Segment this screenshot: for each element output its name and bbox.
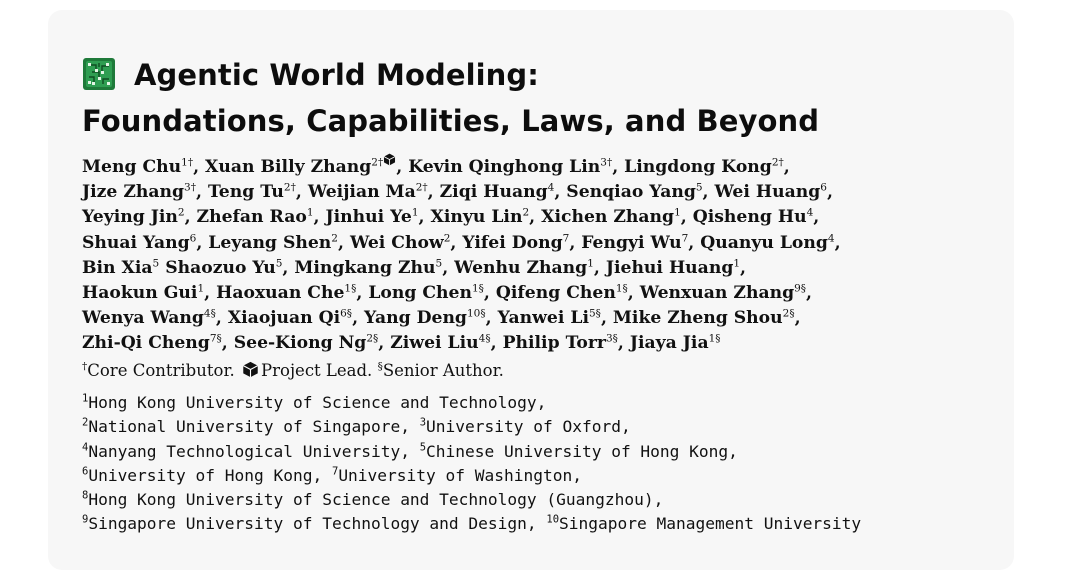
affiliation-separator: ,	[572, 465, 582, 485]
author-affiliation-mark: 2†	[371, 156, 384, 169]
author-affiliation-mark: 2†	[283, 181, 296, 194]
author-separator: ,	[184, 207, 197, 228]
author-separator: ,	[195, 182, 208, 203]
affiliation-name: Chinese University of Hong Kong	[426, 441, 729, 461]
affiliation-name: University of Oxford	[426, 417, 621, 437]
title-text-line-1: Agentic World Modeling:	[134, 58, 539, 92]
author-line	[82, 331, 841, 356]
author-line	[82, 231, 841, 256]
core-contributor-mark: †	[82, 360, 88, 373]
author-name: Ziqi Huang	[439, 182, 548, 203]
author-separator: ,	[442, 257, 455, 278]
author-name: Wei Chow	[349, 232, 444, 253]
author-line	[82, 180, 841, 205]
author-separator: ,	[600, 308, 613, 329]
author-separator: ,	[221, 333, 234, 354]
cube-icon	[242, 361, 259, 378]
affiliation-line	[82, 391, 861, 415]
author-line	[82, 256, 841, 281]
author-name: Xichen Zhang	[541, 207, 675, 228]
author-affiliation-mark: 2§	[366, 332, 379, 345]
author-affiliation-mark: 7	[681, 231, 689, 244]
affiliation-line	[82, 440, 861, 464]
author-name: Leyang Shen	[208, 232, 332, 253]
affiliation-name: Nanyang Technological University	[88, 441, 401, 461]
author-name: Fengyi Wu	[581, 232, 682, 253]
title-line-1	[82, 52, 819, 98]
affiliation-name: Hong Kong University of Science and Technology	[88, 393, 537, 412]
senior-author-label: Senior Author.	[382, 361, 504, 380]
author-name: See-Kiong Ng	[233, 333, 367, 354]
author-affiliation-mark: 2	[443, 231, 451, 244]
author-name: Jinhui Ye	[325, 207, 412, 228]
project-lead-label: Project Lead.	[261, 361, 373, 380]
author-separator: ,	[337, 232, 350, 253]
affiliation-number: 2	[82, 416, 89, 429]
author-separator: ,	[806, 283, 813, 304]
author-affiliation-mark: 2	[331, 231, 338, 244]
author-name: Jiehui Huang	[605, 257, 734, 278]
author-name: Wenhu Zhang	[454, 257, 588, 278]
author-name: Haokun Gui	[82, 283, 198, 304]
affiliation-line	[82, 488, 861, 512]
author-name: Meng Chu	[82, 157, 182, 177]
author-affiliation-mark: 1	[733, 257, 741, 270]
author-name: Zhefan Rao	[196, 207, 307, 228]
author-name: Qifeng Chen	[495, 283, 616, 304]
author-separator: ,	[593, 257, 606, 278]
author-name: Shuai Yang	[82, 232, 190, 253]
author-name: Mingkang Zhu	[294, 257, 436, 278]
author-name: Kevin Qinghong Lin	[408, 157, 601, 177]
author-name: Yanwei Li	[497, 308, 589, 329]
affiliation-number: 10	[546, 514, 560, 527]
author-separator: ,	[554, 182, 567, 203]
author-affiliation-mark: 1§	[344, 282, 357, 295]
author-separator: ,	[282, 257, 295, 278]
author-separator: ,	[617, 333, 630, 354]
author-affiliation-mark: 5	[275, 257, 283, 270]
author-name: Mike Zheng Shou	[612, 308, 783, 329]
author-affiliation-mark: 7	[562, 231, 570, 244]
author-affiliation-mark: 6	[189, 231, 197, 244]
affiliation-name: University of Washington	[338, 465, 573, 485]
author-name: Xuan Billy Zhang	[205, 157, 372, 177]
affiliation-separator: ,	[728, 441, 738, 461]
affiliation-separator: ,	[400, 441, 420, 461]
author-line	[82, 205, 841, 230]
author-affiliation-mark: 6§	[340, 307, 353, 320]
author-affiliation-mark: 4§	[203, 307, 216, 320]
affiliation-number: 7	[331, 465, 339, 478]
author-affiliation-mark: 2	[177, 206, 185, 219]
author-line	[82, 153, 841, 180]
author-affiliation-mark: 5§	[589, 307, 601, 320]
author-name: Xinyu Lin	[430, 207, 523, 228]
project-lead-cube-icon	[383, 153, 396, 166]
author-separator: ,	[627, 283, 640, 304]
author-separator: ,	[196, 232, 209, 253]
affiliation-separator: ,	[312, 465, 332, 485]
author-separator: ,	[450, 232, 463, 253]
author-line	[82, 281, 841, 306]
author-separator: ,	[569, 232, 582, 253]
author-separator: ,	[612, 157, 625, 177]
author-separator: ,	[378, 333, 391, 354]
affiliation-number: 8	[82, 489, 89, 502]
affiliation-separator: ,	[620, 417, 631, 437]
author-separator: ,	[813, 207, 820, 228]
author-affiliation-mark: 10§	[466, 307, 486, 320]
author-affiliation-mark: 4	[547, 181, 555, 194]
author-affiliation-mark: 2§	[782, 307, 795, 320]
author-separator: ,	[680, 207, 693, 228]
author-name: Ziwei Liu	[390, 333, 479, 354]
affiliation-number: 6	[82, 465, 89, 478]
affiliation-name: National University of Singapore	[88, 417, 401, 437]
author-name: Wenya Wang	[82, 308, 204, 329]
affiliation-separator: ,	[653, 490, 664, 510]
affiliation-number: 1	[82, 392, 89, 405]
author-separator: ,	[490, 333, 503, 354]
author-name: Bin Xia	[82, 257, 153, 278]
author-separator: ,	[204, 283, 217, 304]
affiliation-separator: ,	[536, 393, 547, 412]
author-name: Shaozuo Yu	[165, 257, 276, 278]
author-affiliation-mark: 1	[587, 257, 594, 270]
author-separator: ,	[794, 308, 801, 329]
affiliation-name: Singapore Management University	[559, 514, 862, 534]
affiliation-line	[82, 464, 861, 488]
author-list	[82, 153, 841, 357]
author-affiliation-mark: 4§	[478, 332, 491, 345]
author-separator: ,	[702, 182, 715, 203]
author-name: Philip Torr	[502, 333, 606, 354]
author-name: Zhi-Qi Cheng	[82, 333, 210, 354]
author-affiliation-mark: 3†	[600, 156, 613, 169]
author-name: Long Chen	[368, 283, 472, 304]
author-affiliation-mark: 1	[197, 282, 205, 295]
affiliation-number: 9	[82, 514, 89, 527]
author-name: Wei Huang	[714, 182, 821, 203]
affiliation-number: 4	[82, 441, 89, 454]
affiliation-name: Singapore University of Technology and Design	[88, 514, 527, 534]
author-notes	[82, 359, 504, 383]
author-name: Teng Tu	[207, 182, 284, 203]
author-separator: ,	[485, 308, 498, 329]
author-separator: ,	[215, 308, 228, 329]
title-line-2: Foundations, Capabilities, Laws, and Beyond	[82, 104, 820, 138]
author-name: Yeying Jin	[82, 207, 178, 228]
author-separator: ,	[313, 207, 326, 228]
affiliation-line	[82, 415, 861, 439]
author-name: Quanyu Long	[700, 232, 828, 253]
affiliation-number: 5	[419, 441, 427, 454]
author-affiliation-mark: 3§	[605, 332, 618, 345]
author-name: Senqiao Yang	[566, 182, 696, 203]
author-affiliation-mark: 1	[411, 206, 419, 219]
author-name: Wenxuan Zhang	[639, 283, 795, 304]
author-affiliation-mark: 4	[827, 231, 835, 244]
core-contributor-label: Core Contributor.	[87, 361, 235, 380]
author-separator: ,	[529, 207, 542, 228]
author-affiliation-mark: 7§	[209, 332, 222, 345]
circuit-chip-icon	[82, 57, 116, 91]
author-name: Jize Zhang	[82, 182, 185, 203]
author-affiliation-mark: 1§	[708, 332, 721, 345]
author-affiliation-mark: 5	[152, 257, 160, 270]
author-separator: ,	[834, 232, 841, 253]
affiliation-separator: ,	[400, 417, 420, 437]
author-affiliation-mark: 5	[695, 181, 703, 194]
author-separator: ,	[295, 182, 308, 203]
author-name: Lingdong Kong	[624, 157, 772, 177]
author-name: Haoxuan Che	[216, 283, 345, 304]
author-name: Qisheng Hu	[692, 207, 807, 228]
author-affiliation-mark: 2†	[771, 156, 784, 169]
author-separator: ,	[783, 157, 790, 177]
author-name: Xiaojuan Qi	[227, 308, 341, 329]
author-separator: ,	[396, 157, 409, 177]
author-separator: ,	[193, 157, 206, 177]
author-affiliation-mark: 4	[806, 206, 814, 219]
author-name: Jiaya Jia	[629, 333, 709, 354]
senior-author-mark: §	[377, 360, 383, 373]
author-affiliation-mark: 2†	[415, 181, 428, 194]
affiliation-number: 3	[419, 416, 427, 429]
author-affiliation-mark: 1§	[471, 282, 484, 295]
author-affiliation-mark: 5	[435, 257, 443, 270]
author-separator: ,	[427, 182, 440, 203]
author-affiliation-mark: 1§	[615, 282, 628, 295]
author-separator: ,	[688, 232, 701, 253]
affiliation-name: Hong Kong University of Science and Technology (Guangzhou)	[88, 490, 654, 510]
author-separator: ,	[740, 257, 747, 278]
author-affiliation-mark: 1†	[181, 156, 194, 169]
author-affiliation-mark: 1	[674, 206, 681, 219]
author-separator: ,	[418, 207, 431, 228]
author-separator: ,	[352, 308, 365, 329]
author-name: Yang Deng	[364, 308, 467, 329]
affiliation-separator: ,	[526, 514, 547, 534]
author-separator: ,	[356, 283, 369, 304]
affiliation-list	[82, 391, 861, 537]
author-name: Yifei Dong	[462, 232, 563, 253]
author-affiliation-mark: 9§	[794, 282, 807, 295]
paper-title	[82, 52, 819, 144]
author-affiliation-mark: 2	[522, 206, 530, 219]
affiliation-name: University of Hong Kong	[88, 465, 313, 485]
author-name: Weijian Ma	[307, 182, 416, 203]
author-separator: ,	[483, 283, 496, 304]
author-affiliation-mark: 6	[820, 181, 827, 194]
author-affiliation-mark: 1	[306, 206, 314, 219]
author-separator: ,	[826, 182, 833, 203]
affiliation-line	[82, 512, 861, 536]
author-line	[82, 306, 841, 331]
author-affiliation-mark: 3†	[184, 181, 196, 194]
